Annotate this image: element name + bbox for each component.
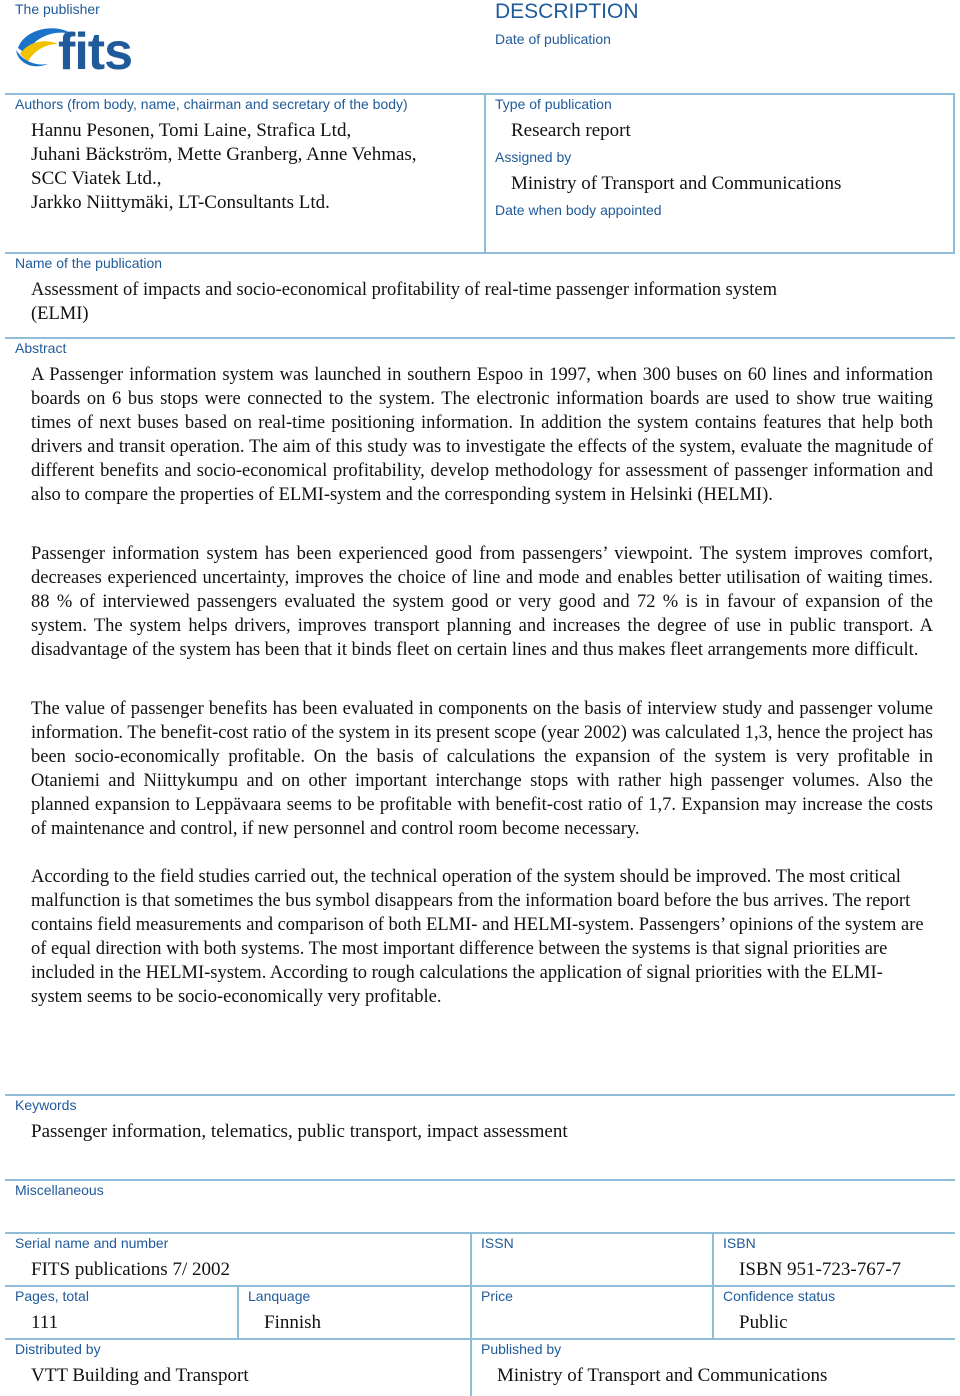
keywords-label: Keywords	[15, 1097, 77, 1113]
date-appointed-label: Date when body appointed	[495, 202, 662, 218]
assigned-by-value: Ministry of Transport and Communications	[511, 173, 842, 194]
rule-above-misc	[5, 1179, 955, 1181]
price-label: Price	[481, 1288, 513, 1304]
confidence-label: Confidence status	[723, 1288, 836, 1304]
assigned-by-label: Assigned by	[495, 149, 572, 165]
published-by-value: Ministry of Transport and Communications	[497, 1365, 828, 1386]
rule-above-name	[5, 252, 955, 254]
abstract-label: Abstract	[15, 340, 67, 356]
abstract-paragraph: According to the field studies carried out, the technical operation of the system should be improved. The most critical malfunction is that sometimes the bus symbol disappears from the information board before the bus arrives. The report contains field measurements and comparison of both ELMI- and HELMI-system. Passengers’ opinions of the system are of equal direction with both systems. The most important difference between the systems is that signal priorities are included in the HELMI-system. According to rough calculations the application of signal priorities with the ELMI-system seems to be socio-economically very profitable.	[31, 867, 924, 1007]
issn-label: ISSN	[481, 1235, 514, 1251]
authors-label: Authors (from body, name, chairman and secretary of the body)	[15, 96, 408, 112]
rule-col-issn	[470, 1232, 472, 1396]
confidence-value: Public	[739, 1312, 788, 1333]
rule-above-keywords	[5, 1094, 955, 1096]
type-of-publication-label: Type of publication	[495, 96, 612, 112]
serial-value: FITS publications 7/ 2002	[31, 1259, 230, 1280]
author-line: Hannu Pesonen, Tomi Laine, Strafica Ltd,	[31, 120, 352, 141]
rule-col-isbn	[712, 1232, 714, 1339]
publication-name-line: (ELMI)	[31, 304, 89, 324]
pages-label: Pages, total	[15, 1288, 89, 1304]
distributed-by-value: VTT Building and Transport	[31, 1365, 249, 1386]
rule-right-edge-upper	[953, 93, 955, 253]
abstract-paragraph: Passenger information system has been experienced good from passengers’ viewpoint. The system improves comfort, decreases experienced uncertainty, improves the choice of line and mode and enables better utilisation of waiting times. 88 % of interviewed passengers evaluated the system good or very good and 72 % is in favour of expansion of the system. The system helps drivers, improves transport planning and increases the degree of use in public transport. A disadvantage of the system has been that it binds fleet on certain lines and thus makes fleet arrangements more difficult.	[31, 544, 933, 660]
name-of-publication-label: Name of the publication	[15, 255, 163, 271]
abstract-paragraph: The value of passenger benefits has been evaluated in components on the basis of interview study and passenger volume information. The benefit-cost ratio of the system in its present scope (year 2002) was calculated 1,3, hence the project has been socio-economically profitable. On the basis of calculations the expansion of the system is very profitable in Otaniemi and Niittykumpu and on other important interchange stops with rather high passenger volumes. Also the planned expansion to Leppävaara seems to be profitable with benefit-cost ratio of 1,7. Expansion may increase the costs of maintenance and control, if new personnel and control room become necessary.	[31, 699, 933, 839]
pages-value: 111	[31, 1312, 59, 1333]
rule-header-divider	[484, 93, 486, 253]
rule-above-pages	[5, 1285, 955, 1287]
rule-col-language	[237, 1285, 239, 1339]
isbn-label: ISBN	[723, 1235, 756, 1251]
date-of-publication-label: Date of publication	[495, 31, 611, 47]
language-value: Finnish	[264, 1312, 322, 1333]
rule-above-distributed	[5, 1338, 955, 1340]
author-line: SCC Viatek Ltd.,	[31, 168, 162, 189]
abstract-paragraph: A Passenger information system was launched in southern Espoo in 1997, when 300 buses on 60 lines and information boards on 6 bus stops were connected to the system. The electronic information boards are used to show true waiting times of next buses based on real-time positioning information. In addition the system contains features that help both drivers and transit operation. The aim of this study was to investigate the effects of the system, evaluate the magnitude of different benefits and socio-economical profitability, develop methodology for assessment of passenger information and also to compare the properties of ELMI-system and the corresponding system in Helsinki (HELMI).	[31, 365, 933, 505]
publication-name-line: Assessment of impacts and socio-economical profitability of real-time passenger information system	[31, 280, 777, 300]
isbn-value: ISBN 951-723-767-7	[739, 1259, 902, 1280]
rule-above-abstract	[5, 337, 955, 339]
serial-label: Serial name and number	[15, 1235, 169, 1251]
fits-logo	[14, 20, 134, 90]
publisher-label: The publisher	[15, 1, 100, 17]
language-label: Lanquage	[248, 1288, 311, 1304]
author-line: Juhani Bäckström, Mette Granberg, Anne Vehmas,	[31, 144, 417, 165]
type-of-publication-value: Research report	[511, 120, 631, 141]
rule-above-serial	[5, 1232, 955, 1234]
distributed-by-label: Distributed by	[15, 1341, 101, 1357]
author-line: Jarkko Niittymäki, LT-Consultants Ltd.	[31, 192, 330, 213]
miscellaneous-label: Miscellaneous	[15, 1182, 104, 1198]
fits-logo-text: fits	[58, 23, 132, 81]
published-by-label: Published by	[481, 1341, 562, 1357]
keywords-value: Passenger information, telematics, public transport, impact assessment	[31, 1121, 568, 1142]
rule-top-header	[5, 93, 955, 95]
description-title: DESCRIPTION	[495, 0, 639, 23]
